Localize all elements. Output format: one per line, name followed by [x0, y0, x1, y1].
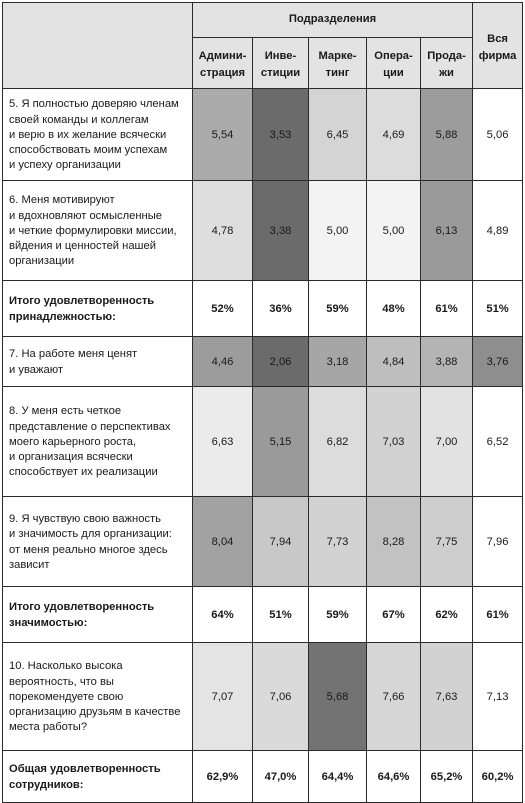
value-cell: 62,9%: [193, 751, 253, 803]
total-label: [3, 587, 193, 643]
value-cell: 5,68: [309, 643, 367, 751]
text-line: моего карьерного роста,: [9, 435, 137, 448]
text-line: сотрудников:: [9, 778, 84, 791]
text-line: Итого удовлетворенность: [9, 601, 155, 614]
question-text: [3, 181, 193, 281]
text-line: значимостью:: [9, 616, 88, 629]
column-header-line2: стиции: [260, 67, 301, 79]
value-cell: 4,78: [193, 181, 253, 281]
value-cell: 7,07: [193, 643, 253, 751]
column-header-line2: жи: [439, 67, 454, 79]
value-cell: 3,18: [309, 337, 367, 387]
question-row: [3, 337, 523, 387]
text-line: зависит: [9, 558, 50, 571]
column-header-line2: ции: [383, 67, 404, 79]
whole-company-header-line2: фирма: [478, 49, 517, 62]
text-line: 8. У меня есть четкое: [9, 405, 122, 418]
value-cell: 7,66: [367, 643, 421, 751]
value-cell: 4,69: [367, 89, 421, 181]
total-label: [3, 281, 193, 337]
value-cell: 3,38: [253, 181, 309, 281]
text-line: и значимость для организации:: [9, 528, 172, 541]
value-cell: 48%: [367, 281, 421, 337]
text-line: организацию друзьям в качестве: [9, 706, 181, 719]
text-line: представление о перспективах: [9, 420, 171, 433]
question-row: [3, 387, 523, 497]
value-cell: 65,2%: [421, 751, 473, 803]
value-cell: 6,45: [309, 89, 367, 181]
text-line: способствовать моим успехам: [9, 144, 168, 157]
value-cell: 8,04: [193, 497, 253, 587]
question-text: [3, 643, 193, 751]
value-cell: 7,00: [421, 387, 473, 497]
total-label: [3, 751, 193, 803]
question-row: [3, 497, 523, 587]
total-row: [3, 281, 523, 337]
value-cell: 52%: [193, 281, 253, 337]
value-cell: 7,94: [253, 497, 309, 587]
question-row: [3, 181, 523, 281]
value-cell: 6,13: [421, 181, 473, 281]
column-header-line1: Прода-: [427, 50, 466, 62]
column-header-line1: Опера-: [374, 50, 413, 62]
text-line: и верю в их желание всячески: [9, 128, 167, 141]
text-line: Общая удовлетворенность: [9, 763, 161, 776]
question-row: [3, 89, 523, 181]
text-line: и вдохновляют осмысленные: [9, 209, 162, 222]
header-row-group: [3, 3, 523, 38]
value-cell: 4,46: [193, 337, 253, 387]
column-header-marketing: [309, 38, 367, 89]
value-cell: 36%: [253, 281, 309, 337]
text-line: от меня реально многое здесь: [9, 543, 168, 556]
value-cell: 6,63: [193, 387, 253, 497]
value-cell: 5,00: [309, 181, 367, 281]
column-header-investments: [253, 38, 309, 89]
value-cell: 3,76: [473, 337, 523, 387]
value-cell: 64,6%: [367, 751, 421, 803]
text-line: организации: [9, 255, 75, 268]
text-line: вйдения и ценностей нашей: [9, 240, 156, 253]
value-cell: 5,15: [253, 387, 309, 497]
question-text: [3, 387, 193, 497]
value-cell: 64%: [193, 587, 253, 643]
question-row: [3, 643, 523, 751]
value-cell: 60,2%: [473, 751, 523, 803]
value-cell: 2,06: [253, 337, 309, 387]
text-line: способствует их реализации: [9, 466, 158, 479]
header-blank-cell: [3, 3, 193, 89]
text-line: 10. Насколько высока: [9, 660, 123, 673]
value-cell: 6,52: [473, 387, 523, 497]
value-cell: 62%: [421, 587, 473, 643]
text-line: вероятность, что вы: [9, 675, 114, 688]
value-cell: 7,13: [473, 643, 523, 751]
value-cell: 3,88: [421, 337, 473, 387]
question-text: [3, 337, 193, 387]
value-cell: 7,73: [309, 497, 367, 587]
value-cell: 5,54: [193, 89, 253, 181]
column-header-sales: [421, 38, 473, 89]
column-header-line1: Админи-: [198, 50, 247, 62]
column-header-administration: [193, 38, 253, 89]
column-header-line1: Марке-: [318, 50, 357, 62]
value-cell: 67%: [367, 587, 421, 643]
value-cell: 51%: [253, 587, 309, 643]
text-line: 9. Я чувствую свою важность: [9, 513, 161, 526]
column-header-line2: страция: [199, 67, 246, 79]
value-cell: 7,75: [421, 497, 473, 587]
text-line: порекомендуете свою: [9, 690, 124, 703]
value-cell: 3,53: [253, 89, 309, 181]
value-cell: 64,4%: [309, 751, 367, 803]
value-cell: 47,0%: [253, 751, 309, 803]
whole-company-header-line1: Вся: [487, 32, 508, 45]
satisfaction-table: [2, 2, 523, 803]
value-cell: 8,28: [367, 497, 421, 587]
value-cell: 61%: [421, 281, 473, 337]
value-cell: 7,06: [253, 643, 309, 751]
value-cell: 7,63: [421, 643, 473, 751]
departments-header: Подразделения: [193, 3, 473, 38]
text-line: 5. Я полностью доверяю членам: [9, 98, 179, 111]
value-cell: 5,06: [473, 89, 523, 181]
value-cell: 5,00: [367, 181, 421, 281]
total-row: [3, 751, 523, 803]
value-cell: 59%: [309, 281, 367, 337]
column-header-operations: [367, 38, 421, 89]
text-line: 7. На работе меня ценят: [9, 348, 138, 361]
column-header-line2: тинг: [325, 67, 350, 79]
column-header-line1: Инве-: [264, 50, 297, 62]
question-text: [3, 89, 193, 181]
text-line: и организация всячески: [9, 451, 133, 464]
value-cell: 4,89: [473, 181, 523, 281]
value-cell: 4,84: [367, 337, 421, 387]
text-line: и уважают: [9, 363, 63, 376]
value-cell: 6,82: [309, 387, 367, 497]
text-line: 6. Меня мотивируют: [9, 194, 115, 207]
table-body: [3, 89, 523, 803]
value-cell: 61%: [473, 587, 523, 643]
question-text: [3, 497, 193, 587]
text-line: и четкие формулировки миссии,: [9, 224, 177, 237]
value-cell: 7,03: [367, 387, 421, 497]
text-line: места работы?: [9, 721, 88, 734]
text-line: принадлежностью:: [9, 310, 116, 323]
whole-company-header: [473, 3, 523, 89]
text-line: Итого удовлетворенность: [9, 295, 155, 308]
total-row: [3, 587, 523, 643]
value-cell: 5,88: [421, 89, 473, 181]
text-line: и успеху организации: [9, 159, 121, 172]
text-line: своей команды и коллегам: [9, 113, 149, 126]
value-cell: 51%: [473, 281, 523, 337]
value-cell: 7,96: [473, 497, 523, 587]
value-cell: 59%: [309, 587, 367, 643]
